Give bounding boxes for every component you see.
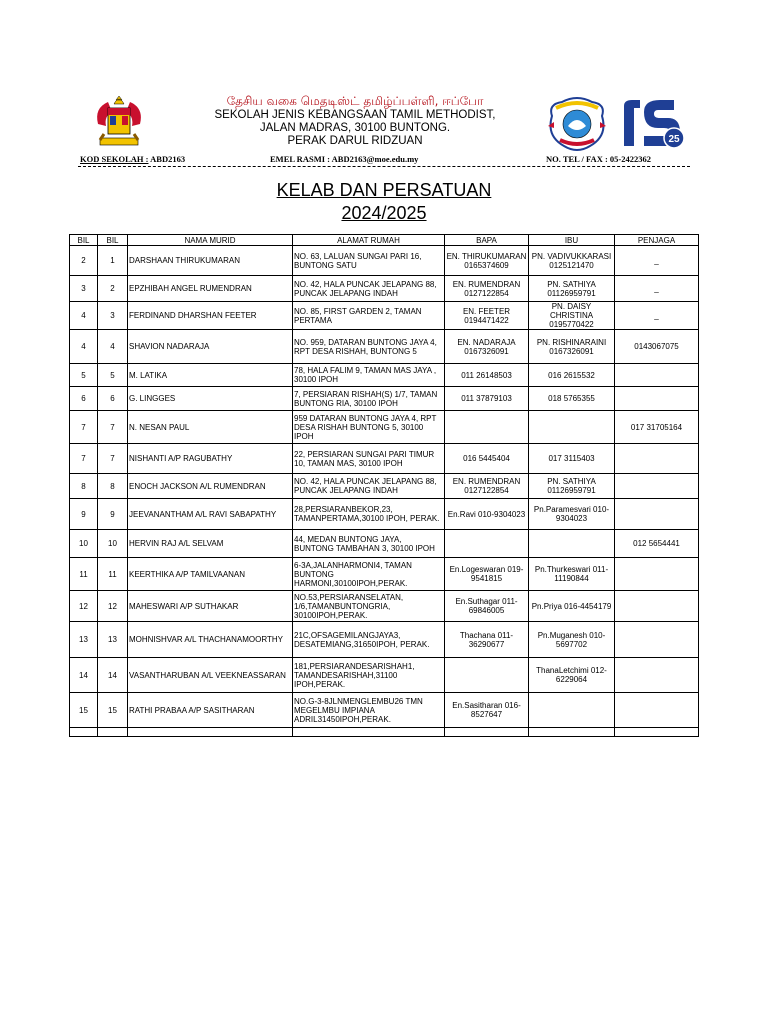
row-number: 13 <box>70 622 98 658</box>
mother-contact: Pn.Thurkeswari 011-11190844 <box>529 558 615 591</box>
row-number: 7 <box>70 444 98 474</box>
school-code <box>80 154 185 164</box>
guardian-contact: _ <box>615 246 699 276</box>
row-sub-number: 3 <box>98 302 128 330</box>
guardian-contact <box>615 658 699 693</box>
row-sub-number: 11 <box>98 558 128 591</box>
row-number: 5 <box>70 364 98 387</box>
column-header: PENJAGA <box>615 235 699 246</box>
column-header: IBU <box>529 235 615 246</box>
school-code-label: KOD SEKOLAH : <box>80 154 149 164</box>
table-row <box>70 558 699 591</box>
mother-contact: PN. DAISY CHRISTINA 0195770422 <box>529 302 615 330</box>
row-number: 4 <box>70 302 98 330</box>
home-address: NO. 42, HALA PUNCAK JELAPANG 88, PUNCAK JELAPANG INDAH <box>293 474 445 499</box>
mother-contact: 018 5765355 <box>529 387 615 411</box>
guardian-contact <box>615 558 699 591</box>
column-header: BIL <box>70 235 98 246</box>
table-row <box>70 364 699 387</box>
row-number: 9 <box>70 499 98 530</box>
father-contact: En.Ravi 010-9304023 <box>445 499 529 530</box>
home-address: 181,PERSIARANDESARISHAH1, TAMANDESARISHAH,31100 IPOH,PERAK. <box>293 658 445 693</box>
father-contact <box>445 728 529 737</box>
row-sub-number: 7 <box>98 444 128 474</box>
home-address: 959 DATARAN BUNTONG JAYA 4, RPT DESA RISHAH BUNTONG 5, 30100 IPOH <box>293 411 445 444</box>
home-address: NO.53,PERSIARANSELATAN, 1/6,TAMANBUNTONGRIA, 30100IPOH,PERAK. <box>293 591 445 622</box>
father-contact: EN. RUMENDRAN 0127122854 <box>445 276 529 302</box>
row-sub-number <box>98 728 128 737</box>
column-header: NAMA MURID <box>128 235 293 246</box>
home-address: NO. 959, DATARAN BUNTONG JAYA 4, RPT DESA RISHAH, BUNTONG 5 <box>293 330 445 364</box>
table-row <box>70 411 699 444</box>
home-address: NO. 63, LALUAN SUNGAI PARI 16, BUNTONG SATU <box>293 246 445 276</box>
home-address: 6-3A,JALANHARMONI4, TAMAN BUNTONG HARMONI,30100IPOH,PERAK. <box>293 558 445 591</box>
student-name: HERVIN RAJ A/L SELVAM <box>128 530 293 558</box>
row-number: 7 <box>70 411 98 444</box>
father-contact: Thachana 011-36290677 <box>445 622 529 658</box>
table-row <box>70 499 699 530</box>
table-row <box>70 591 699 622</box>
table-row <box>70 387 699 411</box>
row-number: 15 <box>70 693 98 728</box>
father-contact: En.Suthagar 011-69846005 <box>445 591 529 622</box>
mother-contact <box>529 693 615 728</box>
row-number: 2 <box>70 246 98 276</box>
student-name: JEEVANANTHAM A/L RAVI SABAPATHY <box>128 499 293 530</box>
mother-contact: Pn.Priya 016-4454179 <box>529 591 615 622</box>
mother-contact: Pn.Paramesvari 010-9304023 <box>529 499 615 530</box>
student-name: VASANTHARUBAN A/L VEEKNEASSARAN <box>128 658 293 693</box>
student-name: DARSHAAN THIRUKUMARAN <box>128 246 293 276</box>
row-number: 4 <box>70 330 98 364</box>
home-address: 78, HALA FALIM 9, TAMAN MAS JAYA , 30100 IPOH <box>293 364 445 387</box>
home-address: 28,PERSIARANBEKOR,23, TAMANPERTAMA,30100 IPOH, PERAK. <box>293 499 445 530</box>
table-row <box>70 302 699 330</box>
father-contact: EN. RUMENDRAN 0127122854 <box>445 474 529 499</box>
student-name: ENOCH JACKSON A/L RUMENDRAN <box>128 474 293 499</box>
table-row <box>70 728 699 737</box>
home-address: 44, MEDAN BUNTONG JAYA, BUNTONG TAMBAHAN 3, 30100 IPOH <box>293 530 445 558</box>
row-sub-number: 8 <box>98 474 128 499</box>
guardian-contact <box>615 622 699 658</box>
row-sub-number: 7 <box>98 411 128 444</box>
school-address-line2: PERAK DARUL RIDZUAN <box>287 135 423 147</box>
school-name: SEKOLAH JENIS KEBANGSAAN TAMIL METHODIST, <box>214 109 496 121</box>
student-name: SHAVION NADARAJA <box>128 330 293 364</box>
table-row <box>70 330 699 364</box>
guardian-contact <box>615 364 699 387</box>
table-row <box>70 276 699 302</box>
row-sub-number: 15 <box>98 693 128 728</box>
column-header: BAPA <box>445 235 529 246</box>
table-row <box>70 622 699 658</box>
father-contact <box>445 658 529 693</box>
page-subtitle-year: 2024/2025 <box>341 203 427 223</box>
mother-contact <box>529 411 615 444</box>
school-badge-icon <box>546 96 608 152</box>
mother-contact <box>529 530 615 558</box>
row-number: 6 <box>70 387 98 411</box>
row-sub-number: 1 <box>98 246 128 276</box>
home-address: NO. 42, HALA PUNCAK JELAPANG 88, PUNCAK JELAPANG INDAH <box>293 276 445 302</box>
row-sub-number: 14 <box>98 658 128 693</box>
school-address-line1: JALAN MADRAS, 30100 BUNTONG. <box>259 122 451 134</box>
school-code-value: ABD2163 <box>150 154 186 164</box>
home-address: 7, PERSIARAN RISHAH(S) 1/7, TAMAN BUNTONG RIA, 30100 IPOH <box>293 387 445 411</box>
home-address <box>293 728 445 737</box>
guardian-contact: 017 31705164 <box>615 411 699 444</box>
row-sub-number: 2 <box>98 276 128 302</box>
column-header: BIL <box>98 235 128 246</box>
row-number: 10 <box>70 530 98 558</box>
guardian-contact <box>615 728 699 737</box>
tamil-school-name: தேசிய வகை மெதடிஸ்ட் தமிழ்ப்பள்ளி, ஈப்போ <box>226 94 484 108</box>
letterhead <box>70 92 698 172</box>
school-header <box>170 94 540 148</box>
guardian-contact <box>615 474 699 499</box>
table-row <box>70 474 699 499</box>
row-sub-number: 5 <box>98 364 128 387</box>
mother-contact: ThanaLetchimi 012-6229064 <box>529 658 615 693</box>
row-number: 8 <box>70 474 98 499</box>
student-name: FERDINAND DHARSHAN FEETER <box>128 302 293 330</box>
guardian-contact: 012 5654441 <box>615 530 699 558</box>
table-row <box>70 444 699 474</box>
row-number <box>70 728 98 737</box>
mother-contact: PN. SATHIYA 01126959791 <box>529 474 615 499</box>
guardian-contact <box>615 591 699 622</box>
father-contact <box>445 530 529 558</box>
father-contact: 016 5445404 <box>445 444 529 474</box>
father-contact: 011 37879103 <box>445 387 529 411</box>
row-sub-number: 12 <box>98 591 128 622</box>
row-number: 11 <box>70 558 98 591</box>
student-name: KEERTHIKA A/P TAMILVAANAN <box>128 558 293 591</box>
home-address: 21C,OFSAGEMILANGJAYA3, DESATEMIANG,31650IPOH, PERAK. <box>293 622 445 658</box>
page-title: KELAB DAN PERSATUAN <box>276 180 492 200</box>
father-contact: En.Sasitharan 016-8527647 <box>445 693 529 728</box>
guardian-contact <box>615 444 699 474</box>
guardian-contact <box>615 693 699 728</box>
mother-contact: PN. VADIVUKKARASI 0125121470 <box>529 246 615 276</box>
guardian-contact: 0143067075 <box>615 330 699 364</box>
student-name: EPZHIBAH ANGEL RUMENDRAN <box>128 276 293 302</box>
row-sub-number: 10 <box>98 530 128 558</box>
header-divider <box>78 166 690 167</box>
table-row <box>70 530 699 558</box>
row-number: 14 <box>70 658 98 693</box>
malaysia-crest-icon <box>90 94 148 152</box>
official-email: EMEL RASMI : ABD2163@moe.edu.my <box>270 154 419 164</box>
row-sub-number: 9 <box>98 499 128 530</box>
mother-contact: PN. RISHINARAINI 0167326091 <box>529 330 615 364</box>
table-row <box>70 658 699 693</box>
table-row <box>70 246 699 276</box>
student-name: MAHESWARI A/P SUTHAKAR <box>128 591 293 622</box>
mother-contact <box>529 728 615 737</box>
anniversary-25-logo-icon <box>618 98 688 150</box>
row-sub-number: 6 <box>98 387 128 411</box>
student-name: NISHANTI A/P RAGUBATHY <box>128 444 293 474</box>
mother-contact: Pn.Muganesh 010-5697702 <box>529 622 615 658</box>
father-contact: 011 26148503 <box>445 364 529 387</box>
home-address: 22, PERSIARAN SUNGAI PARI TIMUR 10, TAMAN MAS, 30100 IPOH <box>293 444 445 474</box>
father-contact: EN. FEETER 0194471422 <box>445 302 529 330</box>
logo-number: 25 <box>668 134 680 145</box>
home-address: NO.G-3-8JLNMENGLEMBU26 TMN MEGELMBU IMPIANA ADRIL31450IPOH,PERAK. <box>293 693 445 728</box>
mother-contact: 017 3115403 <box>529 444 615 474</box>
student-table <box>69 234 699 737</box>
guardian-contact: _ <box>615 302 699 330</box>
row-sub-number: 4 <box>98 330 128 364</box>
home-address: NO. 85, FIRST GARDEN 2, TAMAN PERTAMA <box>293 302 445 330</box>
father-contact: En.Logeswaran 019-9541815 <box>445 558 529 591</box>
table-row <box>70 693 699 728</box>
mother-contact: PN. SATHIYA 01126959791 <box>529 276 615 302</box>
table-header-row <box>70 235 699 246</box>
row-number: 12 <box>70 591 98 622</box>
mother-contact: 016 2615532 <box>529 364 615 387</box>
guardian-contact: _ <box>615 276 699 302</box>
student-name: RATHI PRABAA A/P SASITHARAN <box>128 693 293 728</box>
phone-fax: NO. TEL / FAX : 05-2422362 <box>546 154 651 164</box>
row-number: 3 <box>70 276 98 302</box>
row-sub-number: 13 <box>98 622 128 658</box>
guardian-contact <box>615 499 699 530</box>
student-name <box>128 728 293 737</box>
column-header: ALAMAT RUMAH <box>293 235 445 246</box>
student-name: N. NESAN PAUL <box>128 411 293 444</box>
student-name: M. LATIKA <box>128 364 293 387</box>
guardian-contact <box>615 387 699 411</box>
father-contact: EN. NADARAJA 0167326091 <box>445 330 529 364</box>
student-name: G. LINGGES <box>128 387 293 411</box>
father-contact: EN. THIRUKUMARAN 0165374609 <box>445 246 529 276</box>
student-name: MOHNISHVAR A/L THACHANAMOORTHY <box>128 622 293 658</box>
father-contact <box>445 411 529 444</box>
